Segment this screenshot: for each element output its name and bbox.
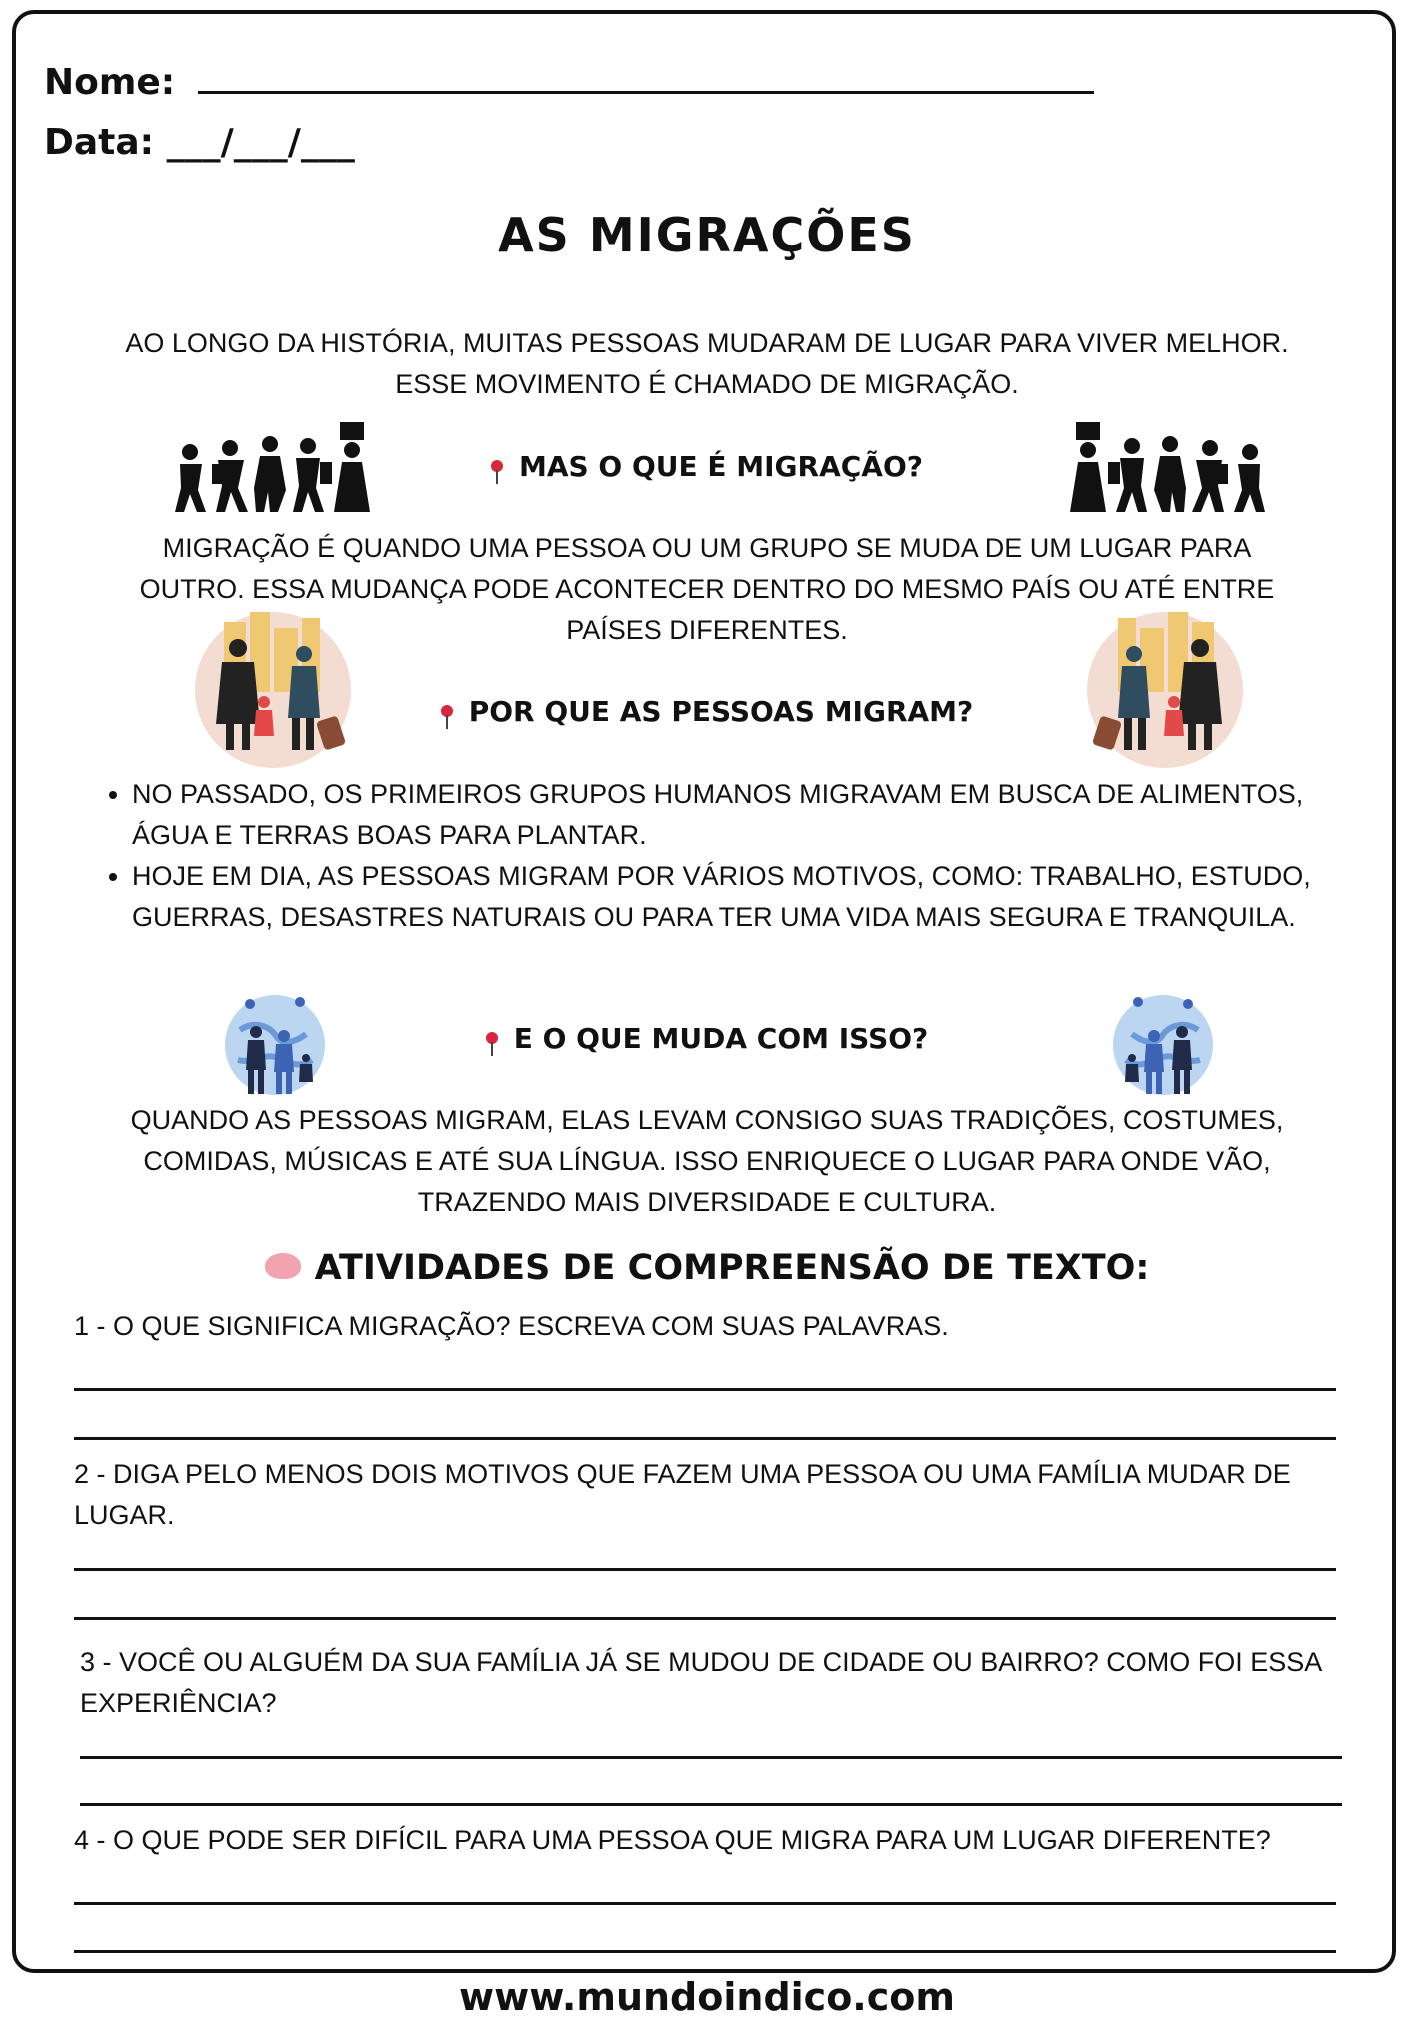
section-heading-3 [0, 1022, 1414, 1055]
activities-heading [0, 1248, 1414, 1288]
pin-icon [441, 705, 453, 717]
list-item: • NO PASSADO, OS PRIMEIROS GRUPOS HUMANOS MIGRAVAM EM BUSCA DE ALIMENTOS, ÁGUA E TERRAS BOAS PARA PLANTAR. [132, 774, 1362, 856]
page-title: AS MIGRAÇÕES [498, 208, 916, 262]
section-heading-2-text: POR QUE AS PESSOAS MIGRAM? [468, 695, 974, 728]
section-text-3: QUANDO AS PESSOAS MIGRAM, ELAS LEVAM CONSIGO SUAS TRADIÇÕES, COSTUMES, COMIDAS, MÚSICAS E ATÉ SUA LÍNGUA. ISSO ENRIQUECE O LUGAR PARA ONDE VÃO, TRAZENDO MAIS DIVERSIDADE E CULTURA. [130, 1105, 1284, 1217]
section-heading-1-text: MAS O QUE É MIGRAÇÃO? [518, 450, 924, 483]
list-item: • HOJE EM DIA, AS PESSOAS MIGRAM POR VÁRIOS MOTIVOS, COMO: TRABALHO, ESTUDO, GUERRAS, DESASTRES NATURAIS OU PARA TER UMA VIDA MAIS SEGURA E TRANQUILA. [132, 856, 1362, 938]
answer-line[interactable] [74, 1617, 1336, 1620]
footer-website[interactable]: www.mundoindico.com [459, 1975, 955, 2019]
intro-line-1: AO LONGO DA HISTÓRIA, MUITAS PESSOAS MUDARAM DE LUGAR PARA VIVER MELHOR. [125, 328, 1289, 358]
name-label: Nome: [44, 62, 176, 103]
answer-line[interactable] [74, 1568, 1336, 1571]
section-heading-2 [0, 695, 1414, 728]
city-migrants-icon-right [1080, 608, 1250, 768]
answer-line[interactable] [80, 1756, 1342, 1759]
name-field[interactable] [198, 91, 1094, 94]
reasons-list [100, 774, 1362, 938]
pin-icon [486, 1032, 498, 1044]
answer-line[interactable] [74, 1437, 1336, 1440]
intro-line-2: ESSE MOVIMENTO É CHAMADO DE MIGRAÇÃO. [395, 369, 1019, 399]
name-row [44, 62, 1094, 103]
section-text-1: MIGRAÇÃO É QUANDO UMA PESSOA OU UM GRUPO SE MUDA DE UM LUGAR PARA OUTRO. ESSA MUDANÇA PODE ACONTECER DENTRO DO MESMO PAÍS OU ATÉ ENTRE PAÍSES DIFERENTES. [139, 533, 1275, 645]
pin-icon [491, 460, 503, 472]
answer-line[interactable] [74, 1902, 1336, 1905]
question-4: 4 - O QUE PODE SER DIFÍCIL PARA UMA PESSOA QUE MIGRA PARA UM LUGAR DIFERENTE? [74, 1825, 1271, 1855]
answer-line[interactable] [80, 1803, 1342, 1806]
date-label: Data: [44, 122, 155, 163]
section-heading-1 [0, 450, 1414, 483]
intro-text [90, 323, 1324, 405]
date-field[interactable]: ___/___/___ [166, 122, 355, 163]
question-2: 2 - DIGA PELO MENOS DOIS MOTIVOS QUE FAZEM UMA PESSOA OU UMA FAMÍLIA MUDAR DE LUGAR. [74, 1459, 1291, 1530]
answer-line[interactable] [74, 1950, 1336, 1953]
answer-line[interactable] [74, 1388, 1336, 1391]
activities-heading-text: ATIVIDADES DE COMPREENSÃO DE TEXTO: [314, 1248, 1150, 1288]
section-heading-3-text: E O QUE MUDA COM ISSO? [513, 1022, 929, 1055]
city-migrants-icon [188, 608, 358, 768]
brain-icon [265, 1253, 301, 1279]
question-1: 1 - O QUE SIGNIFICA MIGRAÇÃO? ESCREVA COM SUAS PALAVRAS. [74, 1311, 949, 1341]
question-3: 3 - VOCÊ OU ALGUÉM DA SUA FAMÍLIA JÁ SE MUDOU DE CIDADE OU BAIRRO? COMO FOI ESSA EXPERIÊNCIA? [80, 1647, 1321, 1718]
date-row [44, 122, 355, 163]
